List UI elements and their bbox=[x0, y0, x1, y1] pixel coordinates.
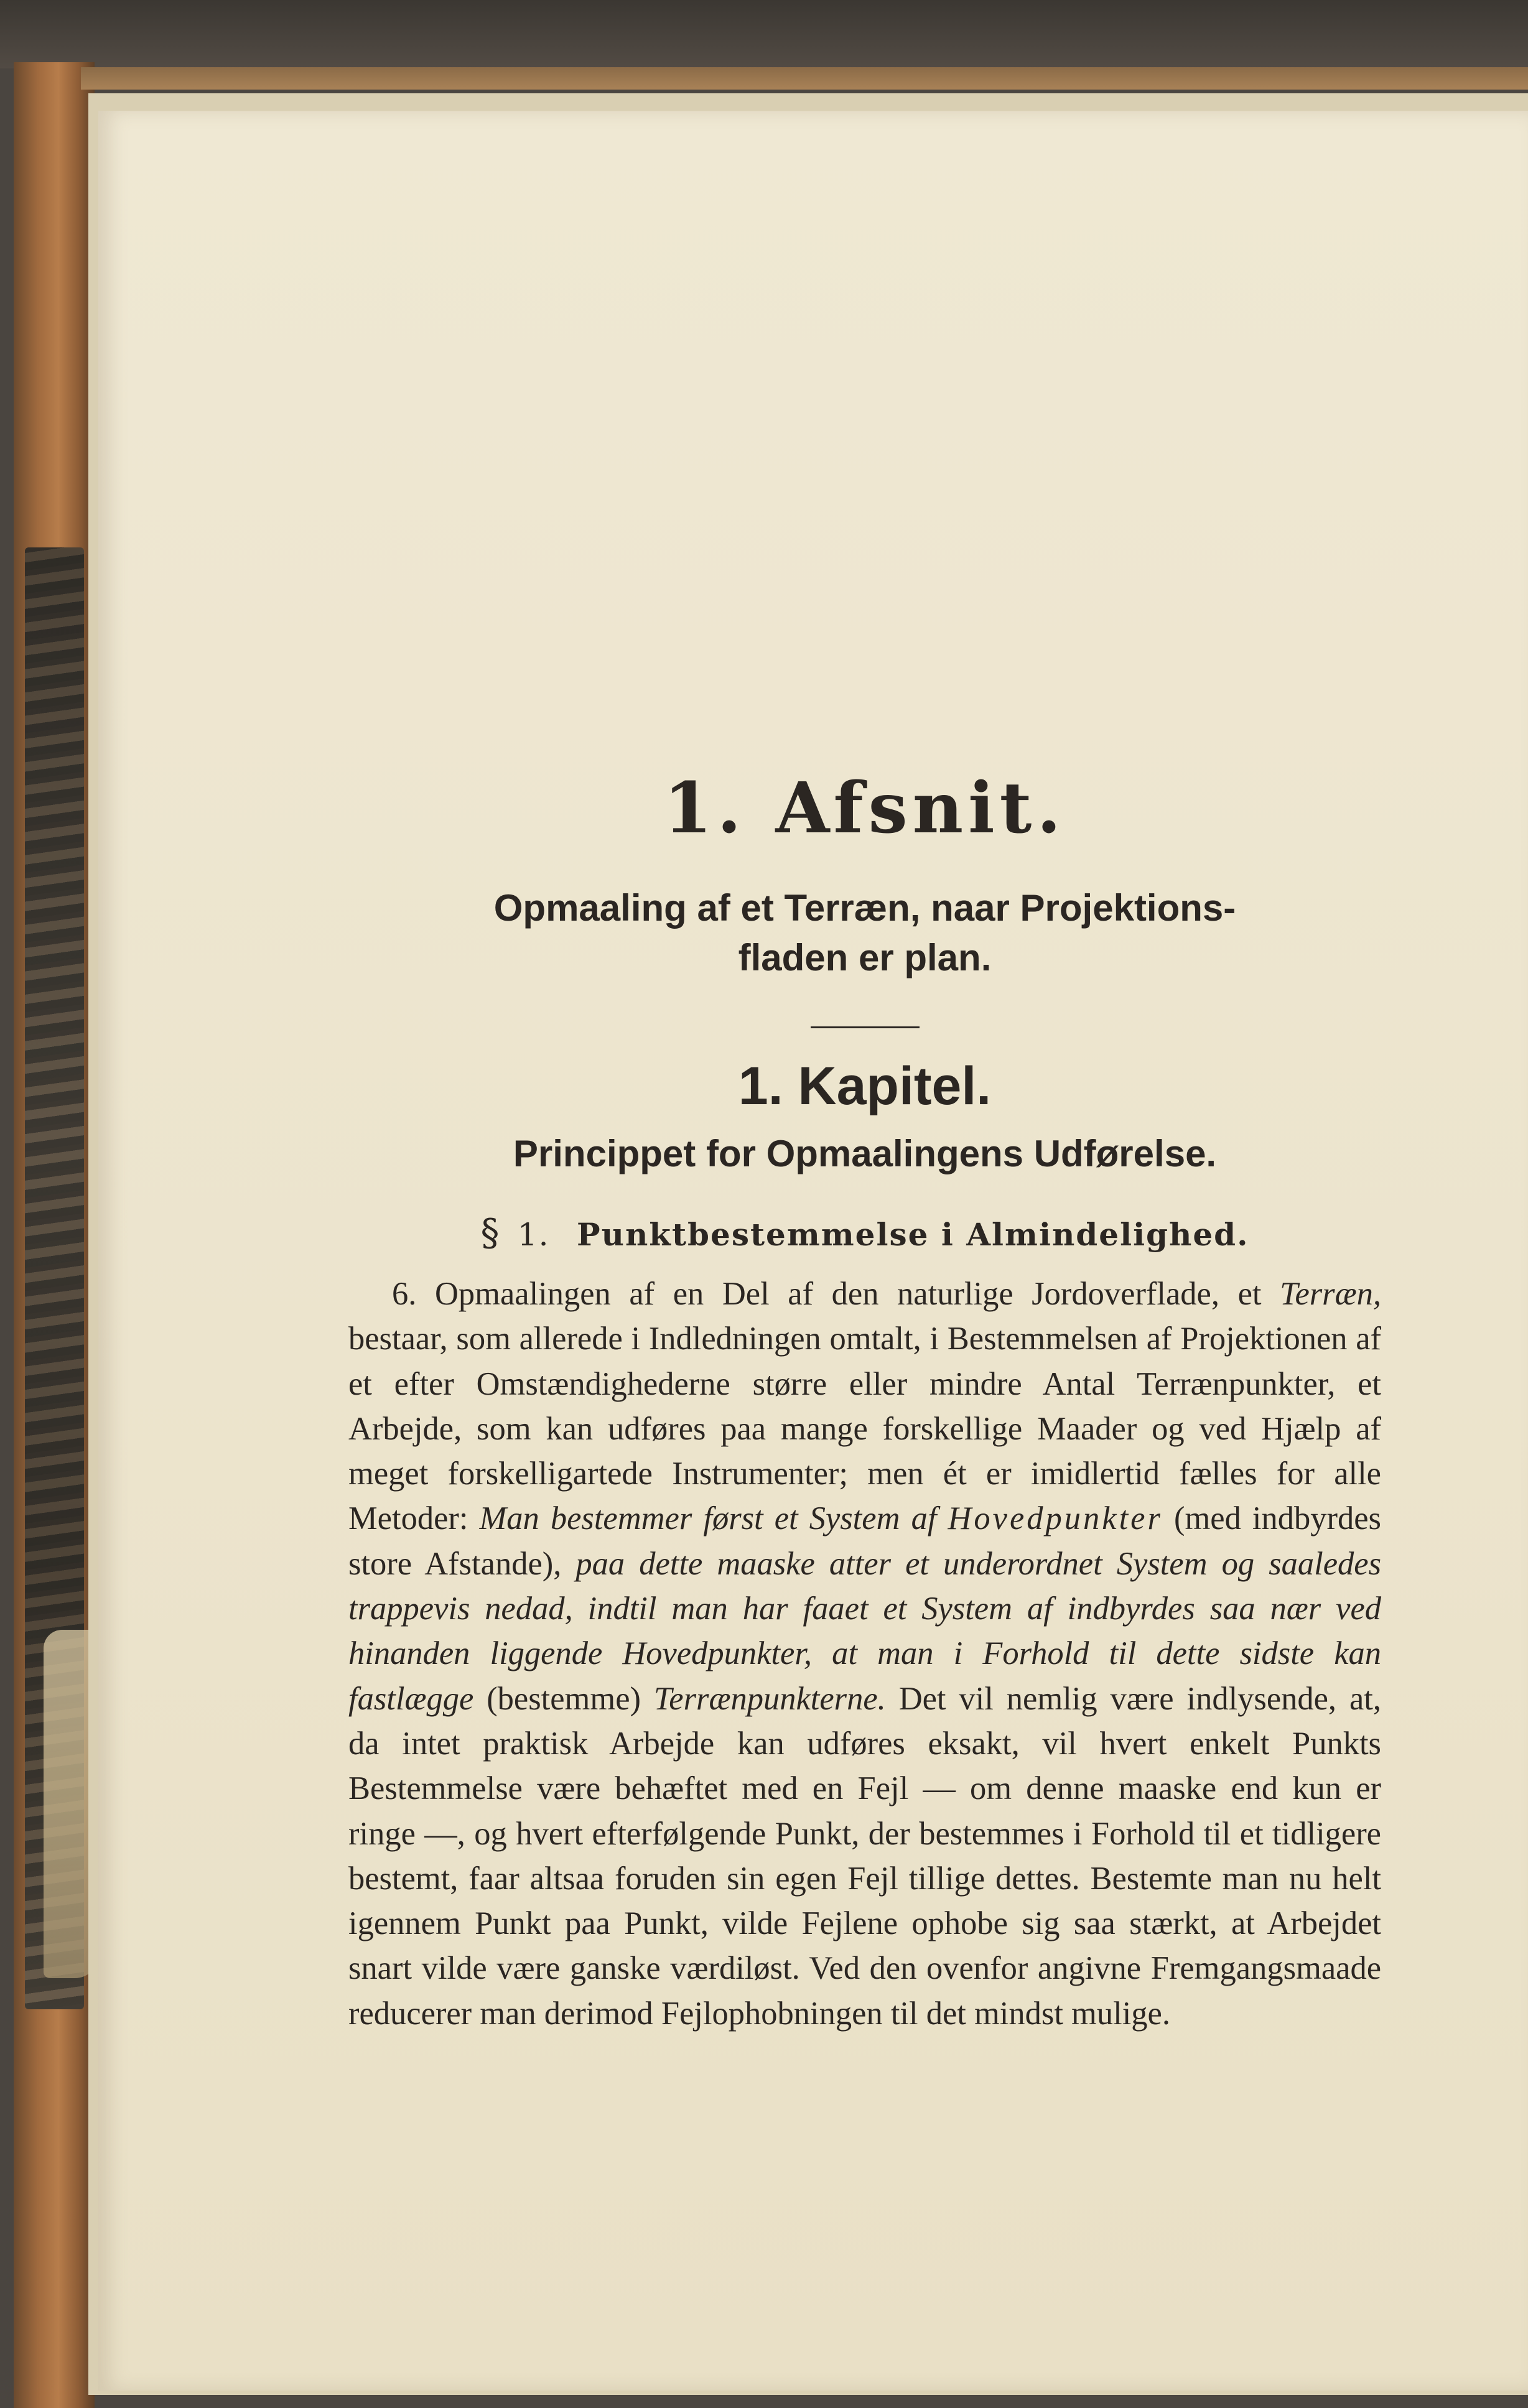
italic-run-2: Man bestemmer først et System af bbox=[479, 1500, 948, 1537]
italic-spaced-run: Hovedpunkter bbox=[948, 1500, 1163, 1537]
chapter-title: 1. Kapitel. bbox=[738, 1056, 992, 1116]
part-subtitle bbox=[348, 883, 1381, 983]
part-subtitle-line1: Opmaaling af et Terræn, naar Projektions- bbox=[493, 887, 1236, 929]
background-shadow bbox=[0, 0, 1528, 68]
text-run-4: (bestemme) bbox=[473, 1680, 654, 1717]
part-subtitle-line2: fladen er plan. bbox=[738, 937, 992, 979]
italic-run-5: Terrænpunkterne. bbox=[653, 1680, 886, 1717]
italic-run-1: Terræn, bbox=[1280, 1276, 1381, 1312]
paragraph-6 bbox=[348, 1271, 1381, 2036]
italic-run-4: paa dette maaske atter et underordnet System og saaledes trappevis nedad, indtil man har faaet et System af indbyrdes saa nær ved hinanden liggende Hovedpunkter, at man i Forhold til dette sidste kan fastlægge bbox=[348, 1545, 1381, 1717]
section-title: Punktbestemmelse i Almindelighed. bbox=[577, 1216, 1249, 1253]
chapter-subtitle: Princippet for Opmaalingens Udførelse. bbox=[513, 1133, 1217, 1174]
cover-edge bbox=[81, 67, 1528, 90]
text-run-2: bestaar, som allerede i Indledningen omtalt, i Bestemmelsen af Projektionen af et efter Omstændighederne større eller mindre Antal Terrænpunkter, et Arbejde, som kan udføres paa mange forskellige Maader og ved Hjælp af meget forskelligartede Instrumenter; men ét er imidlertid fælles for alle Metoder: bbox=[348, 1321, 1381, 1537]
divider-rule bbox=[811, 1026, 920, 1028]
text-run-5: Det vil nemlig være indlysende, at, da intet praktisk Arbejde kan udføres eksakt, vil hvert enkelt Punkts Bestemmelse være behæftet med en Fejl — om denne maaske end kun er ringe —, og hvert efterfølgende Punkt, der bestemmes i Forhold til et tidligere bestemt, faar altsaa foruden sin egen Fejl tillige dettes. Bestemte man nu helt igennem Punkt paa Punkt, vilde Fejlene ophobe sig saa stærkt, at Arbejdet snart vilde være ganske værdiløst. Ved den ovenfor angivne Fremgangsmaade reducerer man derimod Fejlophobningen til det mindst mulige. bbox=[348, 1680, 1381, 2032]
section-heading bbox=[348, 1211, 1381, 1257]
page-content bbox=[348, 765, 1381, 2036]
text-run-3: (med indbyrdes store Afstande), bbox=[348, 1500, 1381, 1582]
section-number: 1. bbox=[517, 1217, 550, 1253]
part-title: 1. Afsnit. bbox=[663, 768, 1066, 849]
section-sign: § bbox=[480, 1211, 501, 1255]
text-run-1: Opmaalingen af en Del af den naturlige Jordoverflade, et bbox=[416, 1276, 1280, 1312]
paragraph-number: 6. bbox=[392, 1276, 417, 1312]
